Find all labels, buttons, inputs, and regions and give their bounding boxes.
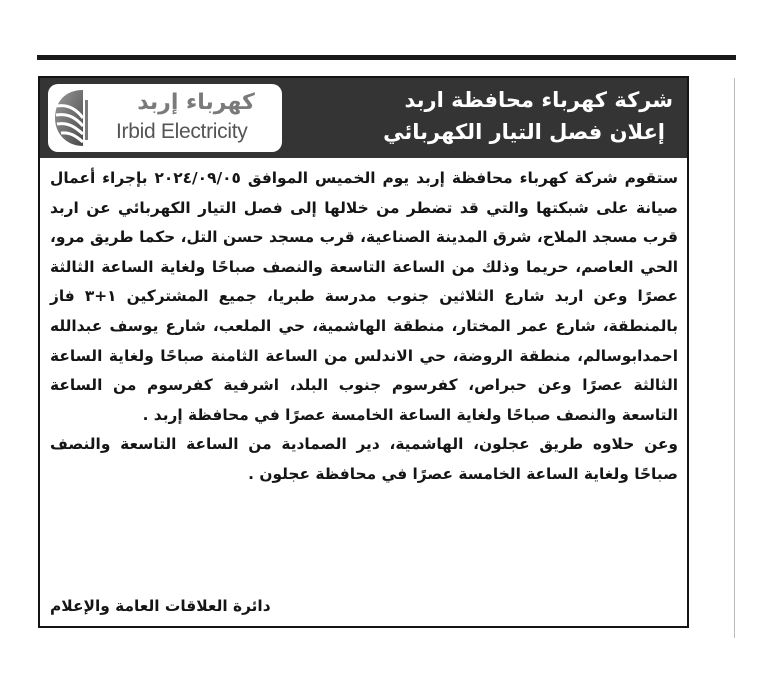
notice-signature: دائرة العلاقات العامة والإعلام <box>50 597 271 615</box>
logo-english-name: Irbid Electricity <box>116 120 248 143</box>
power-outage-notice <box>38 76 689 628</box>
notice-title-block <box>343 84 673 148</box>
announcement-title: إعلان فصل التيار الكهربائي <box>383 120 665 144</box>
irbid-electricity-logo-mark-icon <box>53 88 111 148</box>
column-divider-rule <box>734 78 735 638</box>
logo-arabic-name: كهرباء إربد <box>137 90 255 115</box>
irbid-electricity-logo <box>48 84 282 152</box>
company-title: شركة كهرباء محافظة اربد <box>404 88 673 112</box>
notice-paragraph-irbid: ستقوم شركة كهرباء محافظة إربد يوم الخميس الموافق ٢٠٢٤/٠٩/٠٥ بإجراء أعمال صيانة على شبكتها والتي قد تضطر من خلالها إلى فصل التيار الكهربائي عن اربد قرب مسجد الملاح، شرق المدينة الصناعية، قرب مسجد حسن التل، حكما طريق مرو، الحي العاصم، حريما وذلك من الساعة التاسعة والنصف صباحًا ولغاية الساعة الثالثة عصرًا وعن اربد شارع الثلاثين جنوب مدرسة طبريا، جميع المشتركين ١+٣ فاز بالمنطقة، شارع عمر المختار، منطقة الهاشمية، حي الملعب، شارع يوسف عبدالله احمدابوسالم، منطقة الروضة، حي الاندلس من الساعة الثامنة صباحًا ولغاية الساعة الثالثة عصرًا وعن حبراص، كفرسوم جنوب البلد، اشرفية كفرسوم من الساعة التاسعة والنصف صباحًا ولغاية الساعة الخامسة عصرًا في محافظة إربد . <box>50 169 679 424</box>
top-divider-rule <box>37 55 736 60</box>
notice-body <box>50 164 678 490</box>
notice-paragraph-ajloun: وعن حلاوه طريق عجلون، الهاشمية، دير الصمادية من الساعة التاسعة والنصف صباحًا ولغاية الساعة الخامسة عصرًا في محافظة عجلون . <box>50 435 678 483</box>
notice-header <box>40 78 687 158</box>
